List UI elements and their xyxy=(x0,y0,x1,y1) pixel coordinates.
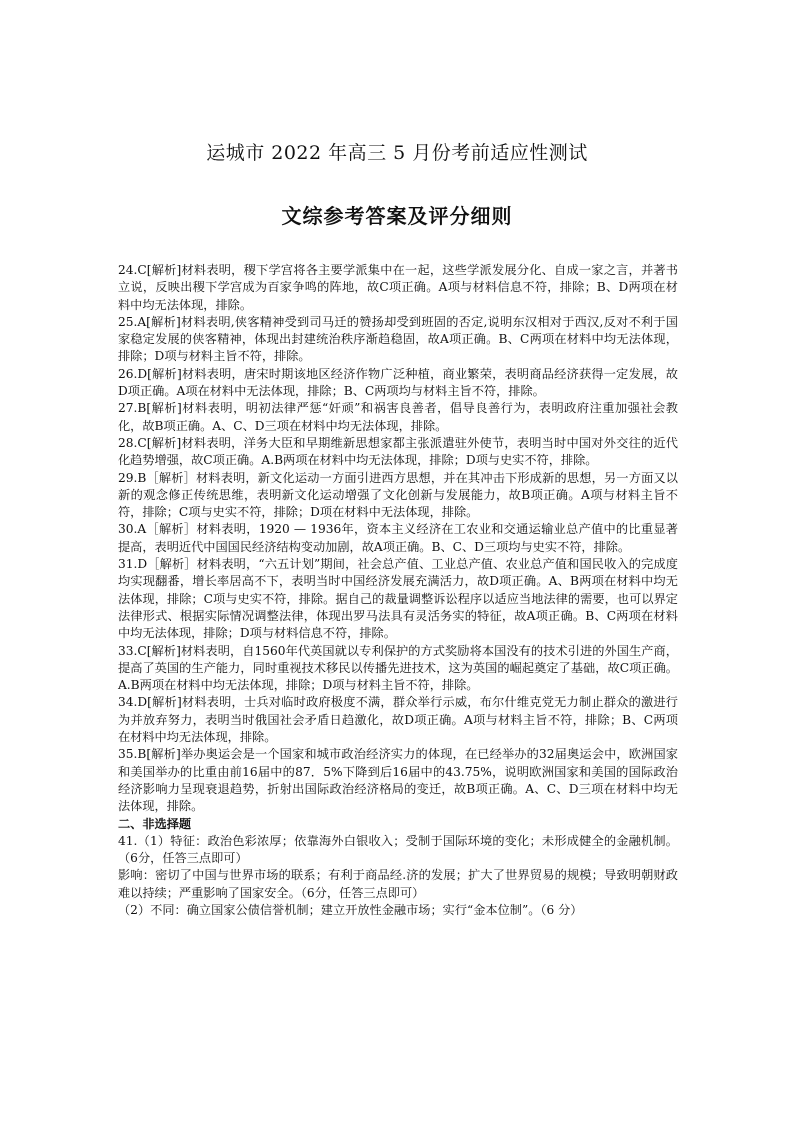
answer-34: 34.D[解析]材料表明，士兵对临时政府极度不满，群众举行示威，布尔什维克党无力制止群众的激进行为并放弃努力，表明当时俄国社会矛盾日趋激化，故D项正确。A项与材料主旨不符，排除；B、C两项在材料中均无法体现，排除。 xyxy=(118,695,678,745)
answer-30: 30.A［解析］材料表明，1920 — 1936年，资本主义经济在工农业和交通运输业总产值中的比重显著提高，表明近代中国国民经济结构变动加剧，故A项正确。B、C、D三项均与史实不符，排除。 xyxy=(118,522,678,554)
section-heading: 二、非选择题 xyxy=(118,816,192,831)
answer-24: 24.C[解析]材料表明，稷下学宫将各主要学派集中在一起，这些学派发展分化、自成一家之言，并著书立说，反映出稷下学宫成为百家争鸣的阵地，故C项正确。A项与材料信息不符，排除；B、D两项在材料中均无法体现，排除。 xyxy=(118,263,678,312)
answer-35: 35.B[解析]举办奥运会是一个国家和城市政治经济实力的体现，在已经举办的32届奥运会中，欧洲国家和美国举办的比重由前16届中的87．5%下降到后16届中的43.75%，说明欧洲国家和美国的国际政治经济影响力呈现衰退趋势，折射出国际政治经济格局的变迁，故B项正确。A、C、D三项在材料中均无法体现，排除。 xyxy=(118,747,678,814)
answer-41-impact: 影响：密切了中国与世界市场的联系；有利于商品经.济的发展；扩大了世界贸易的规模；导致明朝财政难以持续；严重影响了国家安全。（6分，任答三点即可） xyxy=(118,868,678,900)
answer-33: 33.C[解析]材料表明，自1560年代英国就以专利保护的方式奖励将本国没有的技术引进的外国生产商，提高了英国的生产能力，同时重视技术移民以传播先进技术，这为英国的崛起奠定了基础，故C项正确。A.B两项在材料中均无法体现，排除；D项与材料主旨不符，排除。 xyxy=(118,643,678,693)
answer-31: 31.D［解析］材料表明，“六五计划”期间，社会总产值、工业总产值、农业总产值和国民收入的完成度均实现翻番，增长率居高不下，表明当时中国经济发展充满活力，故D项正确。A、B两项在材料中均无法体现，排除；C项与史实不符，排除。据自己的裁量调整诉讼程序以适应当地法律的需要，也可以界定法律形式、根据实际情况调整法律，体现出罗马法具有灵活务实的特征，故A项正确。B、C两项在材料中均无法体现，排除；D项与材料信息不符，排除。 xyxy=(118,557,678,641)
answer-28: 28.C[解析]材料表明，洋务大臣和早期维新思想家都主张派遣驻外使节，表明当时中国对外交往的近代化趋势增强，故C项正确。A.B两项在材料中均无法体现，排除；D项与史实不符，排除。 xyxy=(118,435,678,468)
answer-29: 29.B［解析］材料表明，新文化运动一方面引进西方思想，并在其冲击下形成新的思想，另一方面又以新的观念修正传统思维，表明新文化运动增强了文化创新与发展能力，故B项正确。A项与材料主旨不符，排除；C项与史实不符，排除；D项在材料中无法体现，排除。 xyxy=(118,470,678,520)
document-title: 运城市 2022 年高三 5 月份考前适应性测试 xyxy=(206,142,588,164)
answer-25: 25.A[解析]材料表明,侠客精神受到司马迁的赞扬却受到班固的否定,说明东汉相对于西汉,反对不利于国家稳定发展的侠客精神，体现出封建统治秩序渐趋稳固，故A项正确。B、C两项在材料中均无法体现，排除；D项与材料主旨不符，排除。 xyxy=(118,314,678,364)
answer-41-part2: （2）不同：确立国家公债信誉机制；建立开放性金融市场；实行“金本位制”。（6 分） xyxy=(118,902,583,917)
document-subtitle: 文综参考答案及评分细则 xyxy=(281,204,513,228)
answer-26: 26.D[解析]材料表明，唐宋时期该地区经济作物广泛种植，商业繁荣，表明商品经济获得一定发展，故D项正确。A项在材料中无法体现，排除；B、C两项均与材料主旨不符，排除。 xyxy=(118,366,678,399)
answer-body xyxy=(118,262,678,919)
answer-27: 27.B[解析]材料表明，明初法律严惩“奸顽”和祸害良善者，倡导良善行为，表明政府注重加强社会教化，故B项正确。A、C、D三项在材料中均无法体现，排除。 xyxy=(118,401,678,433)
answer-41-part1: 41.（1）特征：政治色彩浓厚；依靠海外白银收入；受制于国际环境的变化；未形成健全的金融机制。（6分，任答三点即可） xyxy=(118,833,678,866)
